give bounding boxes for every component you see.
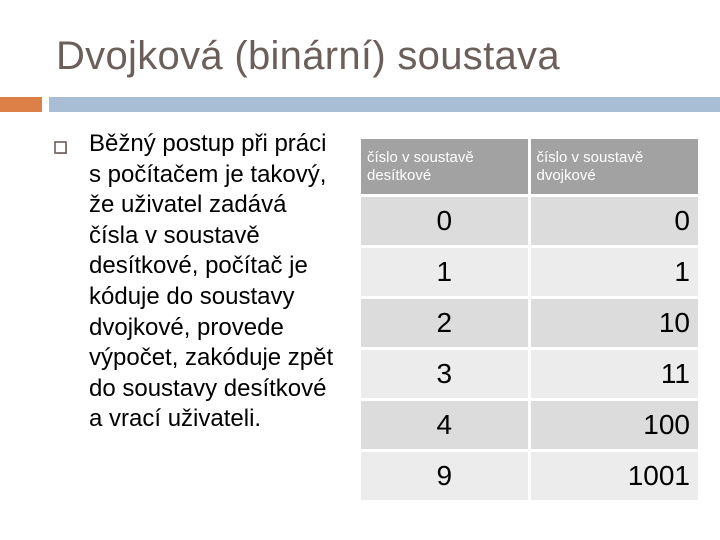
cell-decimal: 9 bbox=[361, 451, 529, 501]
table-header-row bbox=[361, 139, 698, 196]
table-row bbox=[361, 196, 698, 247]
title-accent-bar bbox=[0, 97, 42, 112]
cell-binary: 1001 bbox=[529, 451, 698, 501]
cell-decimal: 3 bbox=[361, 349, 529, 400]
conversion-table bbox=[361, 139, 698, 500]
cell-binary: 10 bbox=[529, 298, 698, 349]
header-decimal: číslo v soustavě desítkové bbox=[361, 139, 529, 196]
cell-decimal: 1 bbox=[361, 247, 529, 298]
cell-binary: 1 bbox=[529, 247, 698, 298]
table-row bbox=[361, 451, 698, 501]
slide-title: Dvojková (binární) soustava bbox=[56, 34, 560, 78]
title-rule-bar bbox=[49, 97, 720, 112]
table-row bbox=[361, 247, 698, 298]
table-row bbox=[361, 400, 698, 451]
hollow-square-bullet-icon bbox=[54, 141, 68, 155]
cell-binary: 11 bbox=[529, 349, 698, 400]
header-binary: číslo v soustavě dvojkové bbox=[529, 139, 698, 196]
table-row bbox=[361, 349, 698, 400]
cell-decimal: 2 bbox=[361, 298, 529, 349]
bullet-text: Běžný postup při práci s počítačem je takový, že uživatel zadává čísla v soustavě desítkové, počítač je kóduje do soustavy dvojkové, provede výpočet, zakóduje zpět do soustavy desítkové a vrací uživateli. bbox=[89, 130, 334, 433]
table-row bbox=[361, 298, 698, 349]
cell-decimal: 4 bbox=[361, 400, 529, 451]
cell-binary: 100 bbox=[529, 400, 698, 451]
cell-decimal: 0 bbox=[361, 196, 529, 247]
cell-binary: 0 bbox=[529, 196, 698, 247]
